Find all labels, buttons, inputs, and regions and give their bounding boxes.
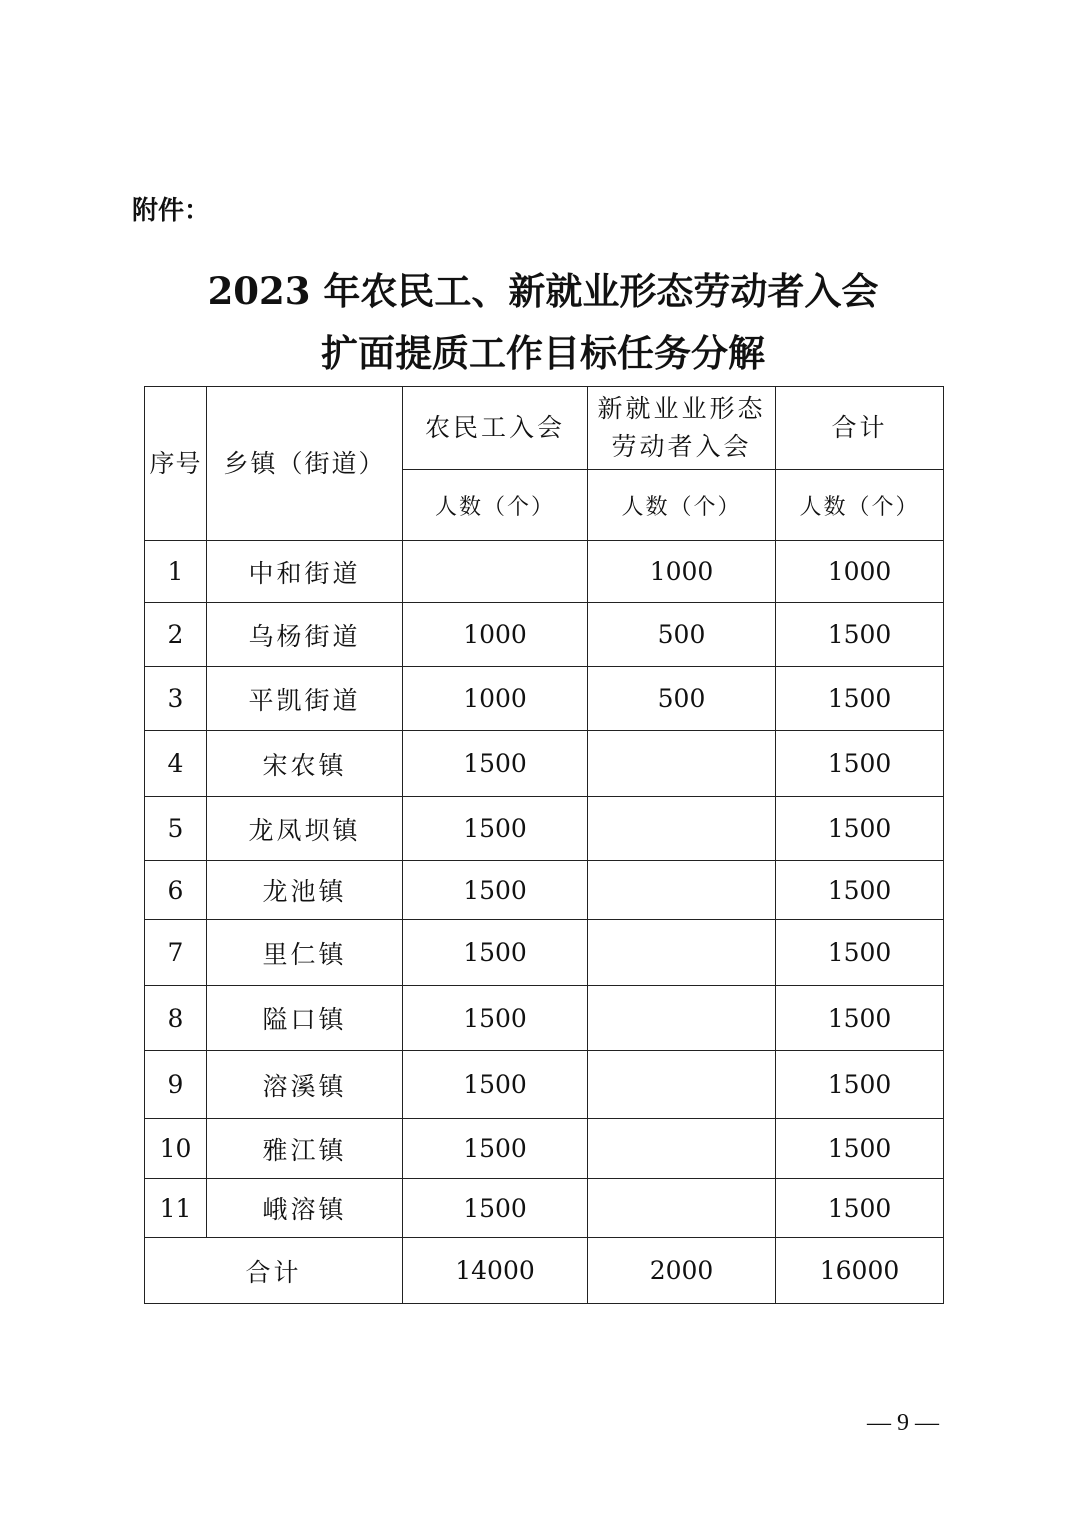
row-town: 里仁镇 — [207, 920, 403, 986]
table-header-row — [145, 387, 944, 470]
row-total: 1500 — [776, 1051, 944, 1119]
task-breakdown-table — [144, 386, 944, 1304]
table-row — [145, 541, 944, 603]
row-total: 1500 — [776, 797, 944, 861]
row-migrant: 1000 — [403, 667, 588, 731]
total-total: 16000 — [776, 1238, 944, 1304]
header-new-employment-forms — [588, 387, 776, 470]
document-title-line-1: 2023 年农民工、新就业形态劳动者入会 — [207, 269, 879, 313]
row-migrant: 1500 — [403, 797, 588, 861]
unit-total: 人数（个） — [776, 470, 944, 541]
row-newform — [588, 1179, 776, 1238]
row-total: 1500 — [776, 731, 944, 797]
row-town: 乌杨街道 — [207, 603, 403, 667]
document-title-line-2: 扩面提质工作目标任务分解 — [321, 331, 765, 375]
row-town: 中和街道 — [207, 541, 403, 603]
unit-newform: 人数（个） — [588, 470, 776, 541]
row-migrant: 1500 — [403, 861, 588, 920]
row-newform — [588, 1119, 776, 1179]
table-row — [145, 920, 944, 986]
row-seq: 7 — [145, 920, 207, 986]
row-seq: 1 — [145, 541, 207, 603]
row-town: 隘口镇 — [207, 986, 403, 1051]
row-seq: 11 — [145, 1179, 207, 1238]
row-newform — [588, 861, 776, 920]
row-newform — [588, 920, 776, 986]
row-seq: 5 — [145, 797, 207, 861]
row-newform — [588, 797, 776, 861]
table-row — [145, 1119, 944, 1179]
header-town: 乡镇（街道） — [207, 387, 403, 541]
row-total: 1500 — [776, 861, 944, 920]
table-row — [145, 986, 944, 1051]
row-town: 平凯街道 — [207, 667, 403, 731]
row-town: 溶溪镇 — [207, 1051, 403, 1119]
row-town: 宋农镇 — [207, 731, 403, 797]
table-row — [145, 1051, 944, 1119]
row-seq: 8 — [145, 986, 207, 1051]
table-row — [145, 1179, 944, 1238]
row-total: 1500 — [776, 667, 944, 731]
row-seq: 2 — [145, 603, 207, 667]
row-seq: 6 — [145, 861, 207, 920]
row-total: 1500 — [776, 1119, 944, 1179]
row-seq: 4 — [145, 731, 207, 797]
total-newform: 2000 — [588, 1238, 776, 1304]
row-seq: 10 — [145, 1119, 207, 1179]
header-new-employment-line-1: 新就业业形态 — [597, 394, 766, 423]
row-newform: 500 — [588, 667, 776, 731]
row-total: 1500 — [776, 920, 944, 986]
row-newform — [588, 986, 776, 1051]
row-migrant — [403, 541, 588, 603]
unit-migrant: 人数（个） — [403, 470, 588, 541]
header-new-employment-line-2: 劳动者入会 — [611, 432, 752, 461]
table-row — [145, 797, 944, 861]
row-migrant: 1500 — [403, 1119, 588, 1179]
attachment-label: 附件： — [132, 196, 211, 226]
row-migrant: 1500 — [403, 731, 588, 797]
row-newform — [588, 1051, 776, 1119]
row-migrant: 1500 — [403, 1179, 588, 1238]
row-seq: 9 — [145, 1051, 207, 1119]
header-seq: 序号 — [145, 387, 207, 541]
row-migrant: 1500 — [403, 920, 588, 986]
row-migrant: 1500 — [403, 1051, 588, 1119]
table-row — [145, 603, 944, 667]
table-row — [145, 861, 944, 920]
table-row — [145, 667, 944, 731]
table-row — [145, 731, 944, 797]
row-total: 1500 — [776, 986, 944, 1051]
row-town: 龙凤坝镇 — [207, 797, 403, 861]
row-seq: 3 — [145, 667, 207, 731]
row-total: 1500 — [776, 1179, 944, 1238]
row-migrant: 1000 — [403, 603, 588, 667]
row-town: 峨溶镇 — [207, 1179, 403, 1238]
row-newform: 1000 — [588, 541, 776, 603]
header-total: 合计 — [776, 387, 944, 470]
row-migrant: 1500 — [403, 986, 588, 1051]
total-label: 合计 — [145, 1238, 403, 1304]
page-number: — 9 — — [867, 1410, 939, 1436]
row-newform: 500 — [588, 603, 776, 667]
header-migrant-workers: 农民工入会 — [403, 387, 588, 470]
row-town: 雅江镇 — [207, 1119, 403, 1179]
table-total-row — [145, 1238, 944, 1304]
row-newform — [588, 731, 776, 797]
row-total: 1500 — [776, 603, 944, 667]
row-total: 1000 — [776, 541, 944, 603]
row-town: 龙池镇 — [207, 861, 403, 920]
total-migrant: 14000 — [403, 1238, 588, 1304]
